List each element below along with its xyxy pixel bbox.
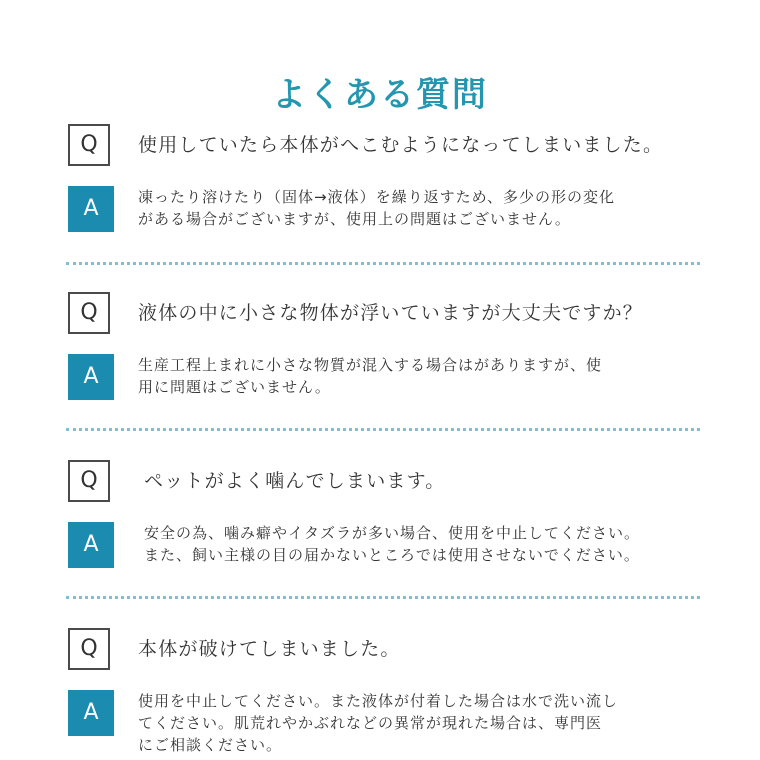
answer-badge: A xyxy=(68,690,114,736)
divider xyxy=(66,596,700,599)
question-text: 本体が破けてしまいました。 xyxy=(138,638,401,660)
question-badge: Q xyxy=(68,292,110,334)
faq-item-1 xyxy=(68,124,708,232)
answer-text xyxy=(138,354,698,398)
answer-line: にご相談ください。 xyxy=(138,736,283,754)
faq-item-4 xyxy=(68,628,708,754)
question-row xyxy=(68,460,708,506)
answer-line: がある場合がございますが、使用上の問題はございません。 xyxy=(138,210,571,228)
question-text: 液体の中に小さな物体が浮いていますが大丈夫ですか？ xyxy=(138,302,644,324)
answer-text xyxy=(138,186,698,230)
question-badge: Q xyxy=(68,124,110,166)
answer-line: 凍ったり溶けたり（固体→液体）を繰り返すため、多少の形の変化 xyxy=(138,188,615,206)
answer-badge: A xyxy=(68,354,114,400)
answer-line: また、飼い主様の目の届かないところでは使用させないでください。 xyxy=(144,546,640,564)
divider xyxy=(66,428,700,431)
divider xyxy=(66,262,700,265)
answer-line: 生産工程上まれに小さな物質が混入する場合はがありますが、使 xyxy=(138,356,603,374)
question-text: ペットがよく噛んでしまいます。 xyxy=(144,470,446,492)
answer-row xyxy=(68,186,708,232)
answer-line: 使用を中止してください。また液体が付着した場合は水で洗い流し xyxy=(138,692,619,710)
answer-badge: A xyxy=(68,522,114,568)
faq-item-2 xyxy=(68,292,708,400)
answer-line: てください。肌荒れやかぶれなどの異常が現れた場合は、専門医 xyxy=(138,714,603,732)
answer-row xyxy=(68,690,708,754)
answer-badge: A xyxy=(68,186,114,232)
question-row xyxy=(68,292,708,338)
question-badge: Q xyxy=(68,460,110,502)
answer-line: 用に問題はございません。 xyxy=(138,378,331,396)
answer-text xyxy=(138,690,698,756)
answer-text xyxy=(144,522,704,566)
answer-row xyxy=(68,522,708,568)
answer-row xyxy=(68,354,708,400)
answer-line: 安全の為、噛み癖やイタズラが多い場合、使用を中止してください。 xyxy=(144,524,641,542)
faq-item-3 xyxy=(68,460,708,568)
question-row xyxy=(68,124,708,170)
question-text: 使用していたら本体がへこむようになってしまいました。 xyxy=(138,134,664,156)
question-badge: Q xyxy=(68,628,110,670)
question-row xyxy=(68,628,708,674)
page-title: よくある質問 xyxy=(272,74,488,115)
